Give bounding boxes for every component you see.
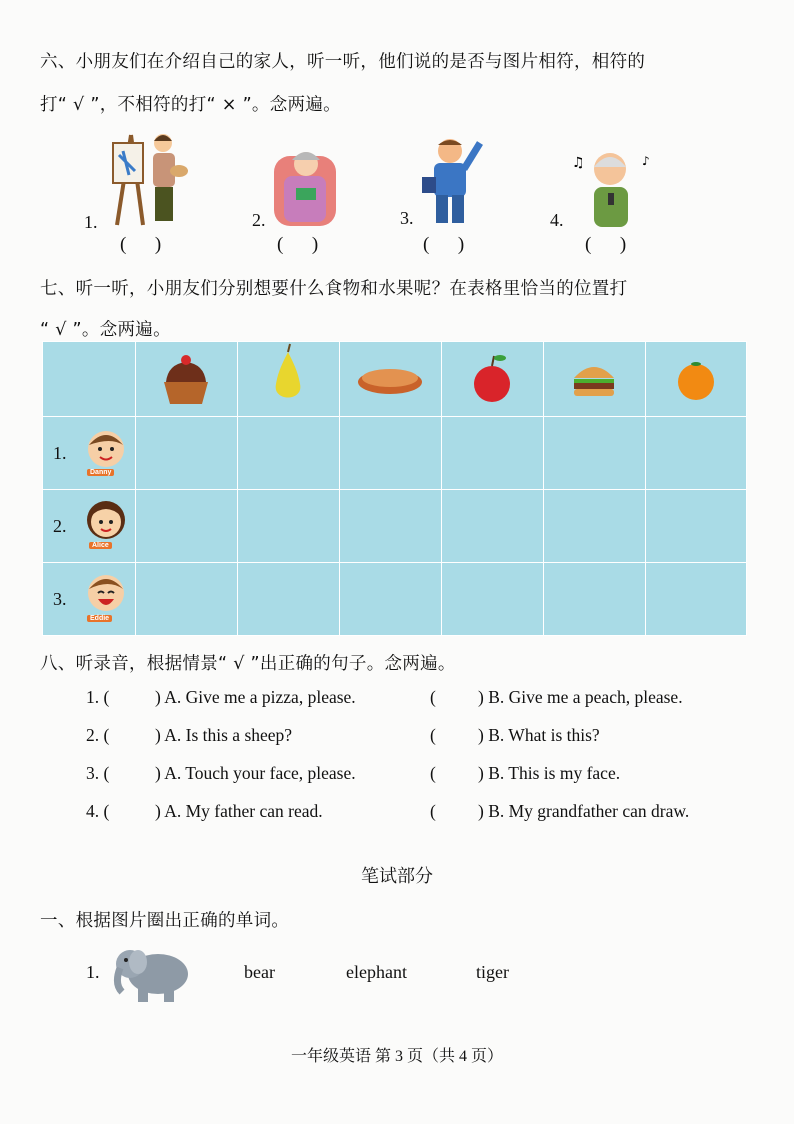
table-header-cell [136,342,238,417]
option-a: ) A. Give me a pizza, please. [155,687,356,707]
answer-cell[interactable] [442,563,544,636]
section7-heading-line2: “ √ ”。念两遍。 [40,320,171,340]
answer-cell[interactable] [646,563,747,636]
pie-icon [340,342,440,412]
question-number: 1. [86,962,100,982]
apple-icon [442,342,542,412]
answer-cell[interactable] [646,417,747,490]
grandmother-reading-icon [270,140,342,228]
option-a: ) A. My father can read. [155,801,323,821]
word-option[interactable]: bear [244,962,275,982]
answer-cell[interactable] [544,490,646,563]
section6-item-number: 4. [550,210,564,230]
table-header-cell [340,342,442,417]
section6-heading-line1: 六、小朋友们在介绍自己的家人，听一听，他们说的是否与图片相符，相符的 [40,52,646,72]
page-footer: 一年级英语 第 3 页（共 4 页） [290,1048,503,1065]
option-b-blank[interactable]: ( [430,687,436,707]
option-b: ) B. Give me a peach, please. [478,687,683,707]
table-header-cell [442,342,544,417]
answer-blank[interactable]: ( ) [423,234,465,255]
option-b: ) B. This is my face. [478,763,621,783]
written-part-title: 笔试部分 [361,866,433,887]
option-b: ) B. What is this? [478,725,600,745]
written-heading: 一、根据图片圈出正确的单词。 [40,911,290,931]
option-b-blank[interactable]: ( [430,725,436,745]
answer-cell[interactable] [136,417,238,490]
option-a: ) A. Is this a sheep? [155,725,293,745]
answer-cell[interactable] [238,490,340,563]
man-waving-icon [420,133,488,229]
cake-icon [136,342,236,412]
girl-face-icon [81,496,131,542]
question-number[interactable]: 3. ( [86,763,110,783]
option-b-blank[interactable]: ( [430,801,436,821]
question-number[interactable]: 2. ( [86,725,110,745]
kid-number: 3. [53,589,67,609]
kid-cell [43,563,136,636]
table-header-cell [238,342,340,417]
kid-number: 1. [53,443,67,463]
kid-name-label: Eddie [87,615,112,622]
section7-heading-line1: 七、听一听，小朋友们分别想要什么食物和水果呢？在表格里恰当的位置打 [40,279,628,299]
kid-number: 2. [53,516,67,536]
answer-cell[interactable] [340,490,442,563]
word-option[interactable]: elephant [346,962,407,982]
answer-cell[interactable] [544,563,646,636]
table-header-cell [544,342,646,417]
grandfather-singing-icon [570,145,654,231]
answer-cell[interactable] [136,563,238,636]
section6-heading-line2: 打“ √ ”，不相符的打“ × ”。念两遍。 [40,95,341,115]
food-choice-table [42,341,747,636]
answer-cell[interactable] [442,490,544,563]
hamburger-icon [544,342,644,412]
answer-cell[interactable] [646,490,747,563]
answer-cell[interactable] [238,563,340,636]
option-a: ) A. Touch your face, please. [155,763,356,783]
section6-item-number: 3. [400,208,414,228]
svg-text:♪: ♪ [642,154,650,168]
answer-cell[interactable] [442,417,544,490]
answer-cell[interactable] [544,417,646,490]
kid-name-label: Danny [87,469,114,476]
answer-blank[interactable]: ( ) [585,234,627,255]
painter-woman-icon [105,125,195,229]
kid-name-label: Alice [89,542,112,549]
section6-item-number: 1. [84,212,98,232]
option-b: ) B. My grandfather can draw. [478,801,690,821]
kid-cell [43,417,136,490]
answer-blank[interactable]: ( ) [277,234,319,255]
answer-cell[interactable] [340,417,442,490]
answer-cell[interactable] [238,417,340,490]
section8-heading: 八、听录音，根据情景“ √ ”出正确的句子。念两遍。 [40,654,456,674]
word-option[interactable]: tiger [476,962,509,982]
svg-text:♫: ♫ [572,155,585,171]
orange-icon [646,342,746,412]
option-b-blank[interactable]: ( [430,763,436,783]
boy-laughing-icon [81,569,131,615]
question-number[interactable]: 1. ( [86,687,110,707]
answer-cell[interactable] [136,490,238,563]
section6-item-number: 2. [252,210,266,230]
kid-cell [43,490,136,563]
boy-face-icon [81,425,131,471]
elephant-icon [112,940,198,1004]
answer-cell[interactable] [340,563,442,636]
answer-blank[interactable]: ( ) [120,234,162,255]
table-header-cell [646,342,747,417]
question-number[interactable]: 4. ( [86,801,110,821]
pear-icon [238,342,338,412]
table-corner-cell [43,342,136,417]
